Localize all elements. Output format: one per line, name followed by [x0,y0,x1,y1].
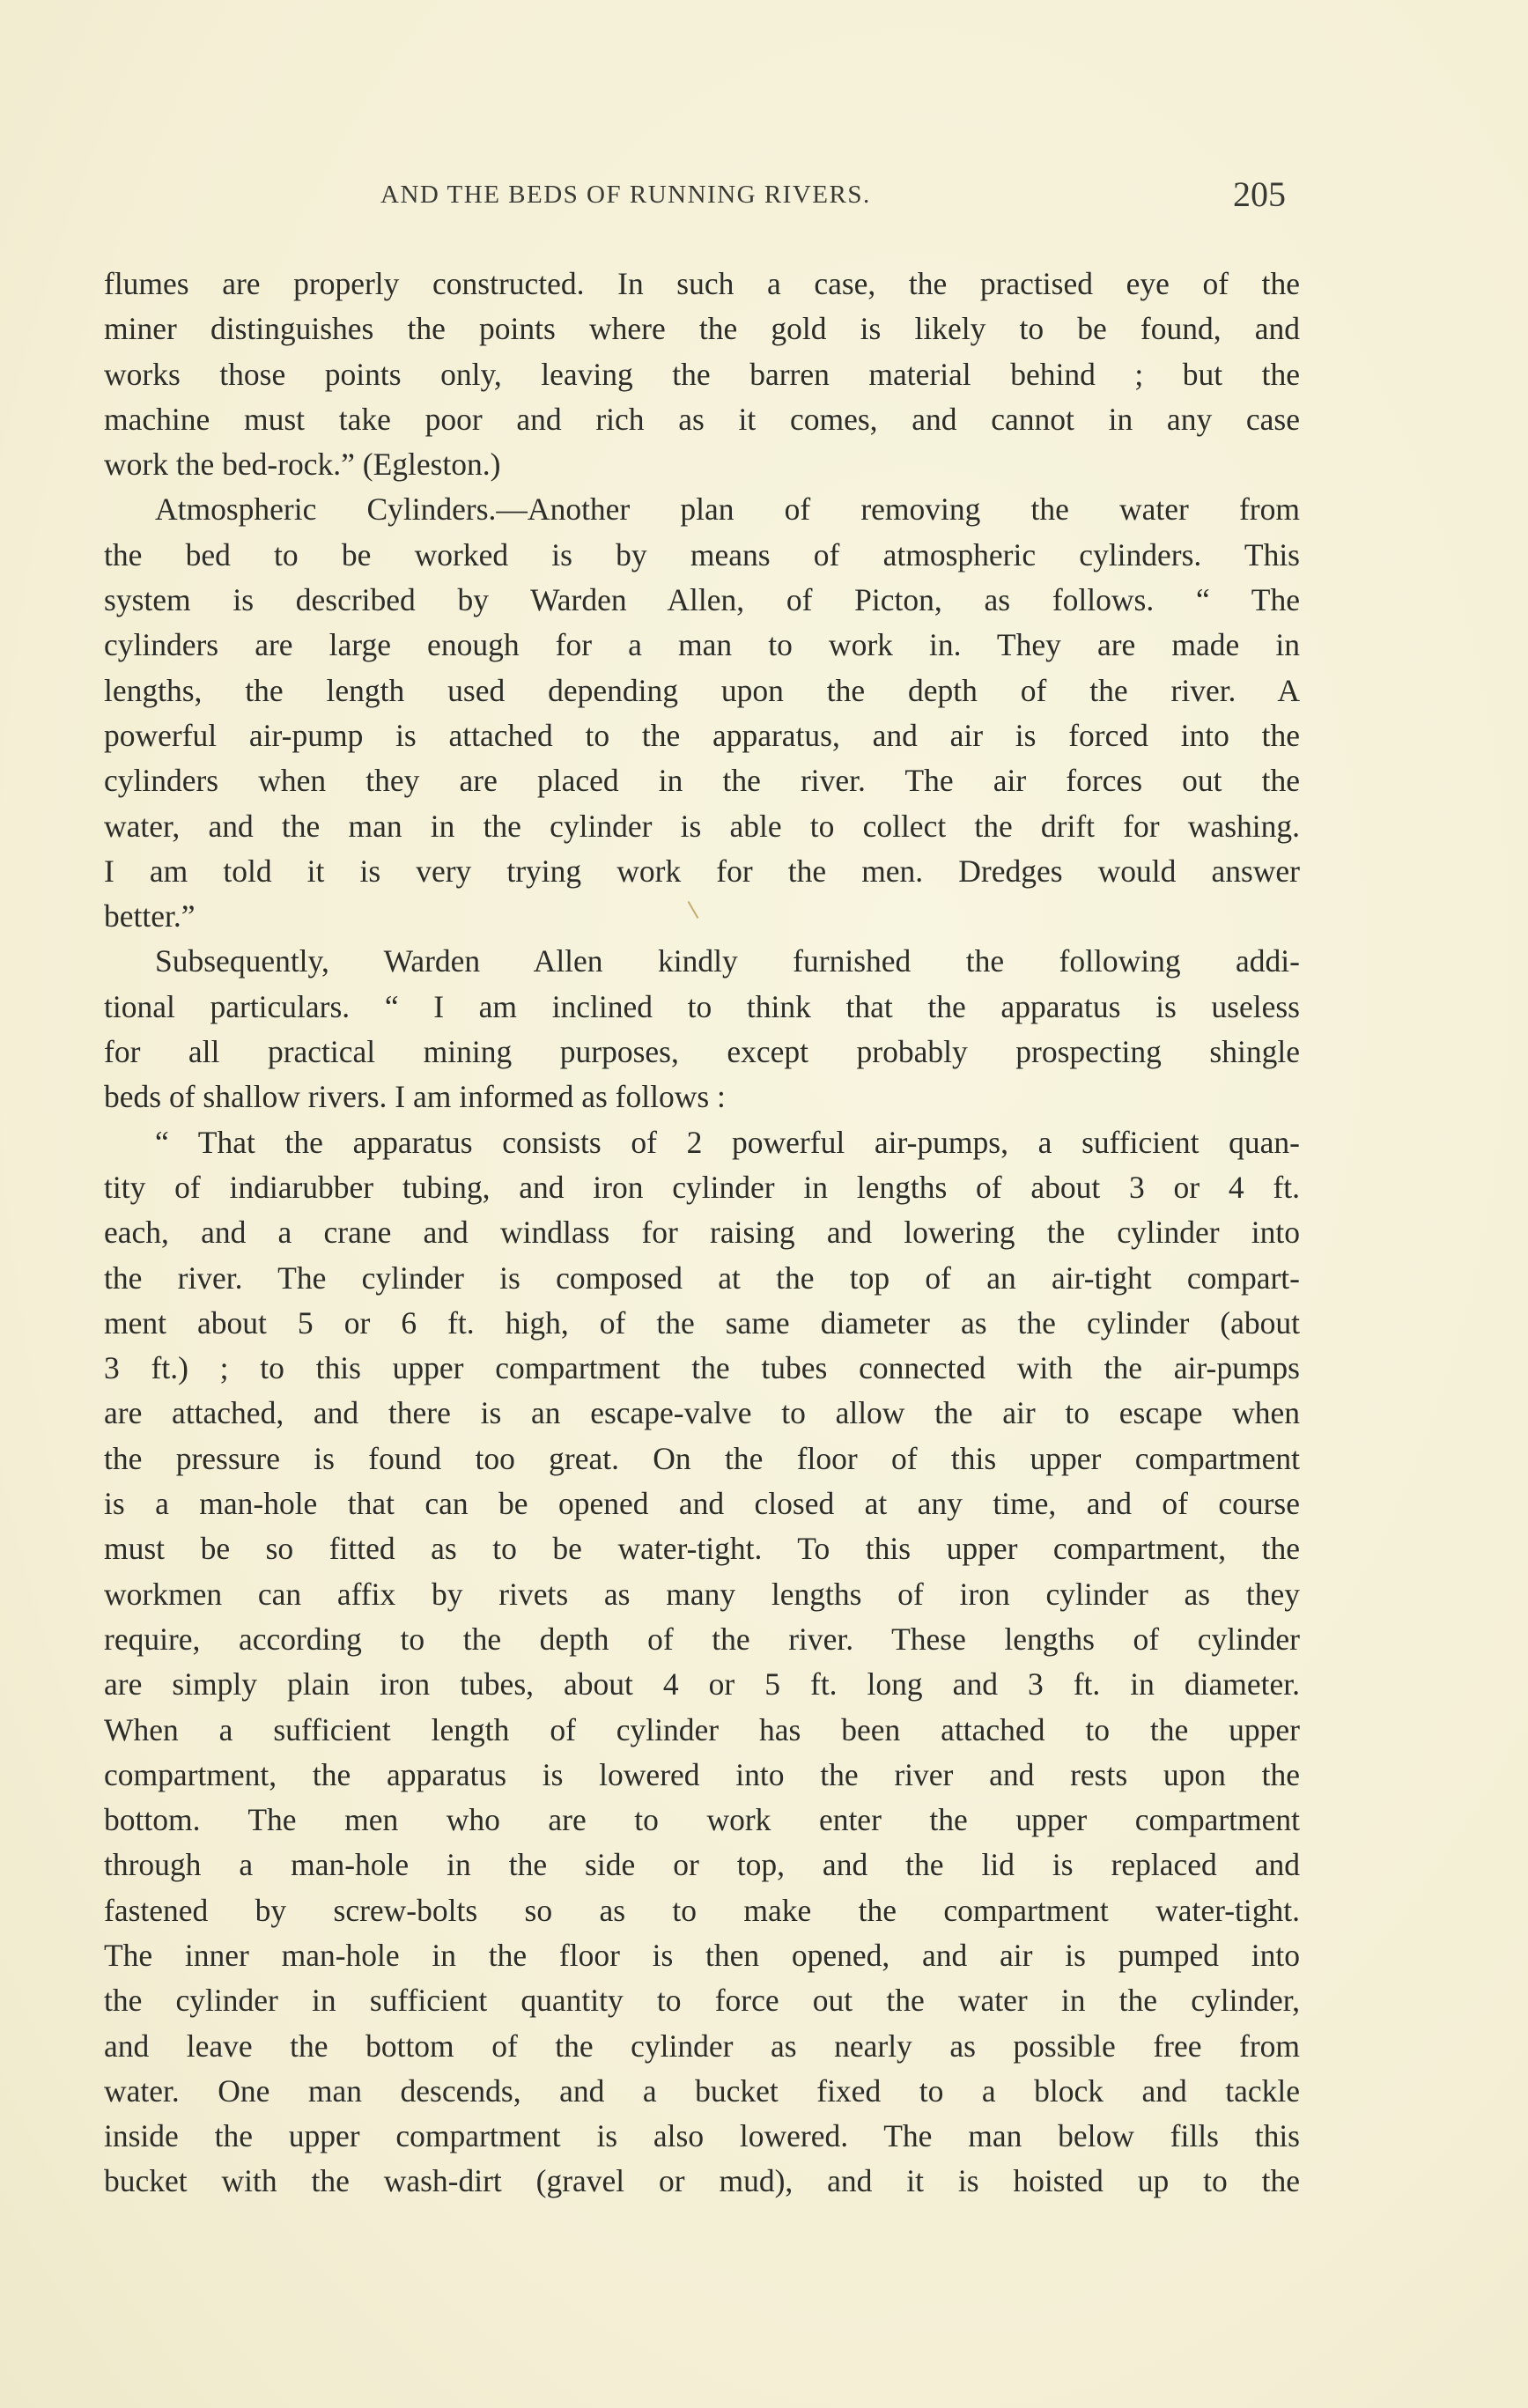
text-line: for all practical mining purposes, except probably prospecting shingle [104,1034,1300,1070]
text-line: are simply plain iron tubes, about 4 or 5 ft. long and 3 ft. in diameter. [104,1666,1300,1703]
text-line: When a sufficient length of cylinder has been attached to the upper [104,1711,1300,1747]
text-line: machine must take poor and rich as it comes, and cannot in any case [104,401,1300,437]
text-line: works those points only, leaving the barren material behind ; but the [104,356,1300,392]
text-line: the river. The cylinder is composed at the top of an air-tight compart- [104,1259,1300,1296]
text-line: is a man-hole that can be opened and closed at any time, and of course [104,1486,1300,1522]
text-line: compartment, the apparatus is lowered into the river and rests upon the [104,1756,1300,1792]
paragraph-atmospheric-cylinders [104,487,1300,939]
text-line: cylinders are large enough for a man to work in. They are made in [104,627,1300,663]
text-line: the bed to be worked is by means of atmospheric cylinders. This [104,536,1300,572]
page-number: 205 [1233,174,1286,214]
text-line: each, and a crane and windlass for raising and lowering the cylinder into [104,1215,1300,1251]
text-line: water. One man descends, and a bucket fixed to a block and tackle [104,2072,1300,2109]
text-line: bucket with the wash-dirt (gravel or mud), and it is hoisted up to the [104,2163,1300,2199]
text-line: workmen can affix by rivets as many lengths of iron cylinder as they [104,1576,1300,1612]
text-line: require, according to the depth of the river. These lengths of cylinder [104,1621,1300,1657]
text-line: the cylinder in sufficient quantity to force out the water in the cylinder, [104,1983,1300,2019]
text-line: Subsequently, Warden Allen kindly furnished the following addi- [155,943,1300,979]
text-line: miner distinguishes the points where the gold is likely to be found, and [104,311,1300,347]
text-line: water, and the man in the cylinder is able to collect the drift for washing. [104,808,1300,844]
paragraph-subsequently [104,939,1300,1119]
text-line: I am told it is very trying work for the men. Dredges would answer [104,853,1300,889]
text-line: Atmospheric Cylinders.—Another plan of removing the water from [155,491,1300,528]
text-line: tional particulars. “ I am inclined to think that the apparatus is useless [104,988,1300,1024]
text-line: inside the upper compartment is also lowered. The man below fills this [104,2118,1300,2154]
text-line: powerful air-pump is attached to the apparatus, and air is forced into the [104,717,1300,753]
text-line: The inner man-hole in the floor is then opened, and air is pumped into [104,1937,1300,1973]
running-head: AND THE BEDS OF RUNNING RIVERS. [380,181,871,209]
text-line: 3 ft.) ; to this upper compartment the tubes connected with the air-pumps [104,1350,1300,1386]
text-line: flumes are properly constructed. In such a case, the practised eye of the [104,266,1300,301]
text-line: fastened by screw-bolts so as to make the compartment water-tight. [104,1892,1300,1928]
text-line: and leave the bottom of the cylinder as nearly as possible free from [104,2028,1300,2064]
text-line: tity of indiarubber tubing, and iron cylinder in lengths of about 3 or 4 ft. [104,1169,1300,1205]
text-line: system is described by Warden Allen, of Picton, as follows. “ The [104,582,1300,618]
text-line: the pressure is found too great. On the floor of this upper compartment [104,1440,1300,1476]
text-line: better.” [104,898,196,934]
text-line: “ That the apparatus consists of 2 powerful air-pumps, a sufficient quan- [155,1124,1300,1160]
text-line: ment about 5 or 6 ft. high, of the same diameter as the cylinder (about [104,1304,1300,1341]
text-line: lengths, the length used depending upon the depth of the river. A [104,672,1300,708]
text-line: through a man-hole in the side or top, and the lid is replaced and [104,1847,1300,1883]
text-line: are attached, and there is an escape-valve to allow the air to escape when [104,1395,1300,1431]
text-line: cylinders when they are placed in the river. The air forces out the [104,763,1300,799]
page-header [0,174,1528,233]
text-line: must be so fitted as to be water-tight. To this upper compartment, the [104,1531,1300,1567]
text-line: bottom. The men who are to work enter the upper compartment [104,1802,1300,1838]
text-line: beds of shallow rivers. I am informed as follows : [104,1079,726,1115]
text-line: work the bed-rock.” (Egleston.) [104,447,501,483]
paragraph [104,262,1300,487]
paragraph-quoted-description [104,1120,1300,2205]
body-text [104,262,1300,2205]
